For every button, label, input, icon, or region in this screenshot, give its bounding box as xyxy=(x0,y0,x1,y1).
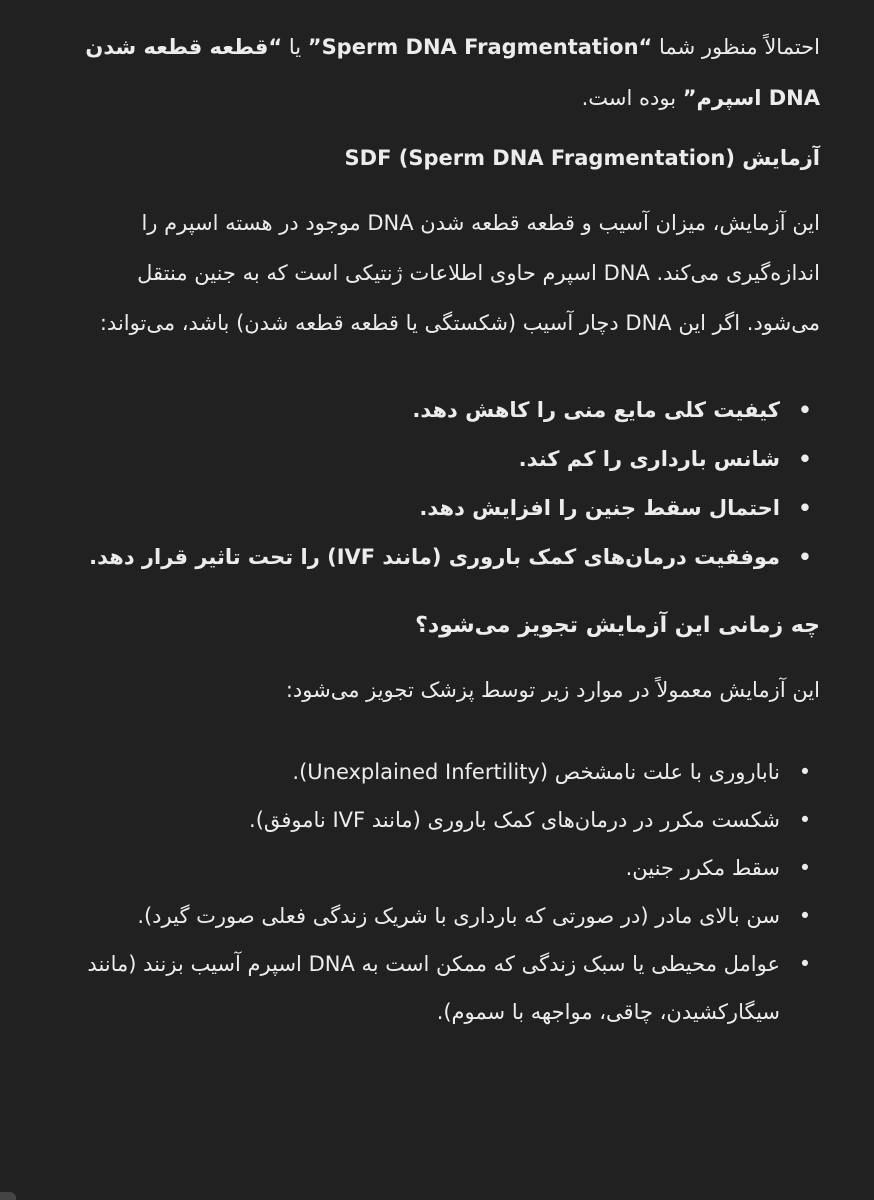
heading-sdf: آزمایش SDF (Sperm DNA Fragmentation) xyxy=(344,146,820,170)
scrollbar-thumb[interactable] xyxy=(0,1192,16,1200)
bullet-icon: • xyxy=(798,904,812,928)
case-text: شکست مکرر در درمان‌های کمک باروری (مانند IVF ناموفق). xyxy=(249,808,780,832)
bullet-icon: • xyxy=(798,447,812,471)
cases-list xyxy=(64,748,820,1036)
bullet-icon: • xyxy=(798,952,812,976)
effect-item xyxy=(64,533,820,582)
heading-when: چه زمانی این آزمایش تجویز می‌شود؟ xyxy=(415,613,820,638)
bullet-icon: • xyxy=(798,496,812,520)
effects-list xyxy=(64,386,820,582)
effect-text: کیفیت کلی مایع منی را کاهش دهد. xyxy=(412,398,780,422)
effect-item xyxy=(64,386,820,435)
case-text: ناباروری با علت نامشخص (Unexplained Infertility). xyxy=(292,760,780,784)
bullet-icon: • xyxy=(798,856,812,880)
case-item xyxy=(64,892,820,940)
description-paragraph: این آزمایش، میزان آسیب و قطعه قطعه شدن DNA موجود در هسته اسپرم را اندازه‌گیری می‌کند. DNA اسپرم حاوی اطلاعات ژنتیکی است که به جنین منتقل می‌شود. اگر این DNA دچار آسیب (شکستگی یا قطعه قطعه شدن) باشد، می‌تواند: xyxy=(99,211,820,335)
effect-text: موفقیت درمان‌های کمک باروری (مانند IVF) را تحت تاثیر قرار دهد. xyxy=(89,545,780,569)
chat-message xyxy=(64,22,820,1036)
case-item xyxy=(64,748,820,796)
bullet-icon: • xyxy=(798,545,812,569)
intro-suffix: بوده است. xyxy=(581,86,683,110)
when-intro-paragraph: این آزمایش معمولاً در موارد زیر توسط پزشک تجویز می‌شود: xyxy=(285,678,820,702)
effect-item xyxy=(64,484,820,533)
effect-text: احتمال سقط جنین را افزایش دهد. xyxy=(419,496,780,520)
bullet-icon: • xyxy=(798,760,812,784)
intro-paragraph xyxy=(64,22,820,124)
case-item xyxy=(64,796,820,844)
intro-term-fa: “قطعه قطعه شدن DNA اسپرم” xyxy=(85,35,820,110)
case-text: عوامل محیطی یا سبک زندگی که ممکن است به DNA اسپرم آسیب بزنند (مانند سیگارکشیدن، چاقی، مواجهه با سموم). xyxy=(87,952,780,1024)
intro-prefix: احتمالاً منظور شما xyxy=(652,35,820,59)
case-text: سقط مکرر جنین. xyxy=(625,856,780,880)
case-item xyxy=(64,940,820,1036)
case-text: سن بالای مادر (در صورتی که بارداری با شریک زندگی فعلی صورت گیرد). xyxy=(137,904,780,928)
bullet-icon: • xyxy=(798,808,812,832)
case-item xyxy=(64,844,820,892)
effect-text: شانس بارداری را کم کند. xyxy=(518,447,780,471)
intro-term-en: “Sperm DNA Fragmentation” xyxy=(307,35,653,59)
effect-item xyxy=(64,435,820,484)
bullet-icon: • xyxy=(798,398,812,422)
intro-conj: یا xyxy=(282,35,308,59)
